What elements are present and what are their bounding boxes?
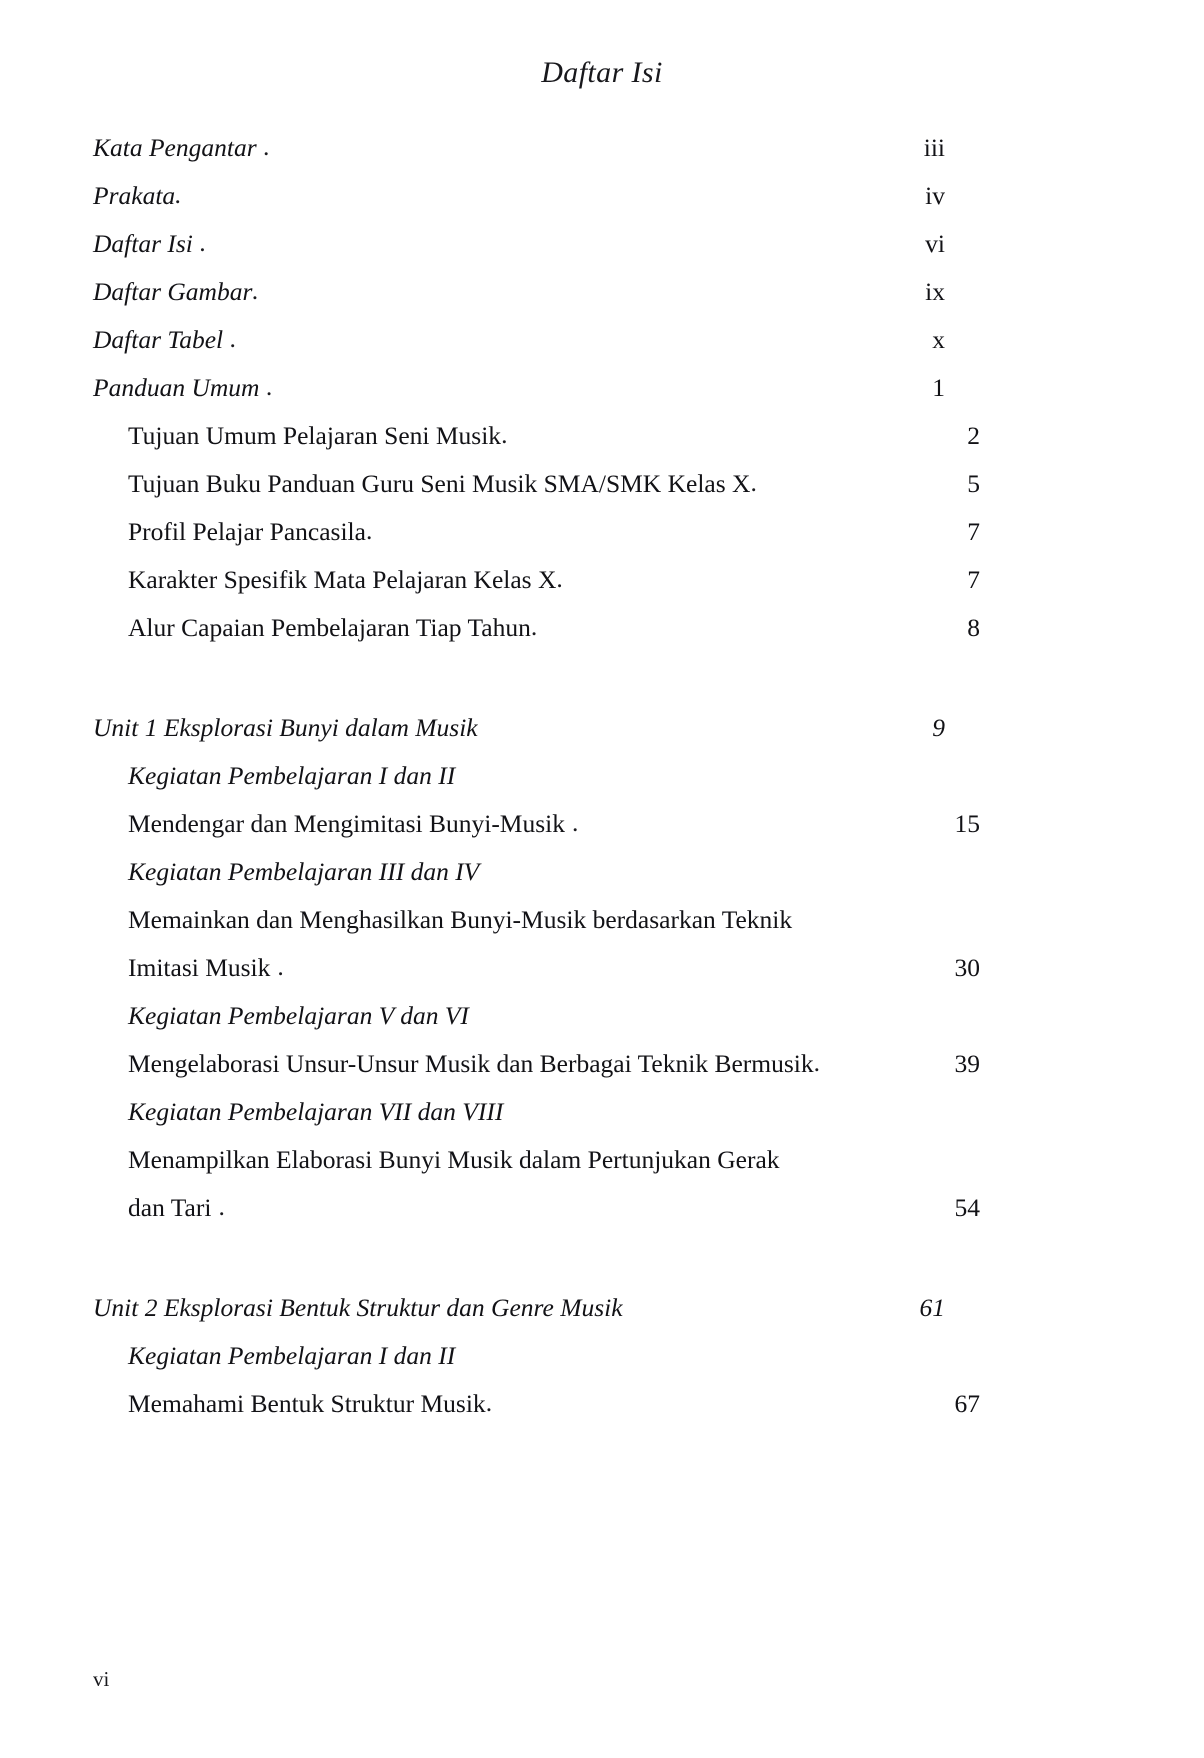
toc-entry-label: Tujuan Buku Panduan Guru Seni Musik SMA/SMK Kelas X — [128, 469, 751, 498]
toc-activity-subheading: Kegiatan Pembelajaran III dan IV — [128, 857, 480, 886]
toc-unit-heading[interactable] — [93, 1295, 945, 1343]
toc-entry-page: iv — [925, 181, 945, 210]
leader-dots: . — [530, 614, 539, 640]
toc-entry-label: Unit 2 Eksplorasi Bentuk Struktur dan Genre Musik — [93, 1293, 623, 1322]
toc-activity-subheading: Kegiatan Pembelajaran VII dan VIII — [128, 1097, 504, 1126]
leader-dots: . — [175, 182, 184, 208]
toc-entry-label: Kata Pengantar — [93, 133, 257, 162]
toc-entry-page: 67 — [954, 1389, 980, 1418]
toc-entry-label: Profil Pelajar Pancasila — [128, 517, 366, 546]
leader-dots: . — [266, 374, 275, 400]
toc-entry-page: 54 — [954, 1193, 980, 1222]
toc-entry[interactable] — [93, 471, 980, 519]
section-spacer — [93, 663, 945, 715]
toc-entry-label: Unit 1 Eksplorasi Bunyi dalam Musik — [93, 713, 478, 742]
toc-entry[interactable] — [93, 375, 945, 423]
toc-activity-subheading: Kegiatan Pembelajaran V dan VI — [128, 1001, 469, 1030]
toc-entry-page: 39 — [954, 1049, 980, 1078]
panduan-umum-children — [93, 421, 980, 663]
toc-entry-page: iii — [923, 133, 945, 162]
toc-entry-label: Panduan Umum — [93, 373, 260, 402]
toc-entry-page: 9 — [932, 713, 945, 742]
toc-entry-page: ix — [925, 277, 945, 306]
toc-entry-page: 7 — [967, 517, 980, 546]
toc-entry[interactable] — [93, 519, 980, 567]
leader-dots: . — [572, 810, 580, 836]
page-title: Daftar Isi — [541, 56, 663, 89]
front-matter-group — [93, 135, 945, 423]
leader-dots: . — [218, 1194, 227, 1220]
table-of-contents — [93, 133, 980, 1439]
toc-entry-page: 61 — [919, 1293, 945, 1322]
toc-entry-page: vi — [925, 229, 945, 258]
toc-entry-label: Tujuan Umum Pelajaran Seni Musik — [128, 421, 502, 450]
leader-dots: . — [199, 230, 208, 256]
toc-entry-page: x — [932, 325, 945, 354]
toc-entry[interactable] — [93, 423, 980, 471]
leader-dots: . — [501, 422, 510, 448]
toc-entry-page: 5 — [967, 469, 980, 498]
toc-entry[interactable] — [93, 183, 945, 231]
toc-entry-label: Daftar Tabel — [93, 325, 224, 354]
toc-entry-label: Daftar Isi — [93, 229, 193, 258]
toc-activity-subheading: Kegiatan Pembelajaran I dan II — [128, 1341, 456, 1370]
toc-entry-label: Mengelaborasi Unsur-Unsur Musik dan Berbagai Teknik Bermusik — [128, 1049, 814, 1078]
leader-dots: . — [230, 326, 239, 352]
toc-entry-page: 7 — [967, 565, 980, 594]
leader-dots: . — [263, 134, 272, 160]
toc-entry[interactable] — [93, 231, 945, 279]
toc-entry[interactable] — [93, 1195, 980, 1243]
toc-entry-page: 2 — [967, 421, 980, 450]
leader-dots: . — [813, 1050, 822, 1076]
leader-dots: . — [750, 470, 759, 496]
leader-dots: . — [365, 518, 374, 544]
toc-entry-page: 15 — [954, 809, 980, 838]
toc-entry-wrapped-line: Menampilkan Elaborasi Bunyi Musik dalam Pertunjukan Gerak — [128, 1145, 780, 1174]
leader-dots: . — [556, 566, 565, 592]
leader-dots: . — [485, 1390, 494, 1416]
page-folio: vi — [93, 1667, 110, 1691]
toc-entry[interactable] — [93, 615, 980, 663]
toc-entry-page: 1 — [932, 373, 945, 402]
toc-entry[interactable] — [93, 811, 980, 859]
toc-entry-label: dan Tari — [128, 1193, 212, 1222]
toc-entry-label: Karakter Spesifik Mata Pelajaran Kelas X — [128, 565, 557, 594]
toc-entry[interactable] — [93, 567, 980, 615]
toc-entry[interactable] — [93, 327, 945, 375]
toc-entry[interactable] — [93, 279, 945, 327]
toc-entry-label: Daftar Gambar — [93, 277, 253, 306]
toc-entry-label: Mendengar dan Mengimitasi Bunyi-Musik — [128, 809, 565, 838]
toc-entry-label: Alur Capaian Pembelajaran Tiap Tahun — [128, 613, 531, 642]
toc-entry-page: 30 — [954, 953, 980, 982]
toc-entry[interactable] — [93, 135, 945, 183]
section-spacer — [93, 1243, 945, 1295]
toc-unit-heading[interactable] — [93, 715, 945, 763]
toc-entry-page: 8 — [967, 613, 980, 642]
toc-entry-label: Imitasi Musik — [128, 953, 271, 982]
toc-entry[interactable] — [93, 955, 980, 1003]
leader-dots: . — [252, 278, 261, 304]
leader-dots: . — [277, 954, 286, 980]
toc-entry-label: Prakata — [93, 181, 176, 210]
toc-entry-label: Memahami Bentuk Struktur Musik — [128, 1389, 486, 1418]
toc-entry[interactable] — [93, 1391, 980, 1439]
toc-entry-wrapped-line: Memainkan dan Menghasilkan Bunyi-Musik berdasarkan Teknik — [128, 905, 793, 934]
unit-2-group — [93, 1293, 980, 1439]
toc-activity-subheading: Kegiatan Pembelajaran I dan II — [128, 761, 456, 790]
toc-entry[interactable] — [93, 1051, 980, 1099]
unit-1-group — [93, 713, 980, 1243]
